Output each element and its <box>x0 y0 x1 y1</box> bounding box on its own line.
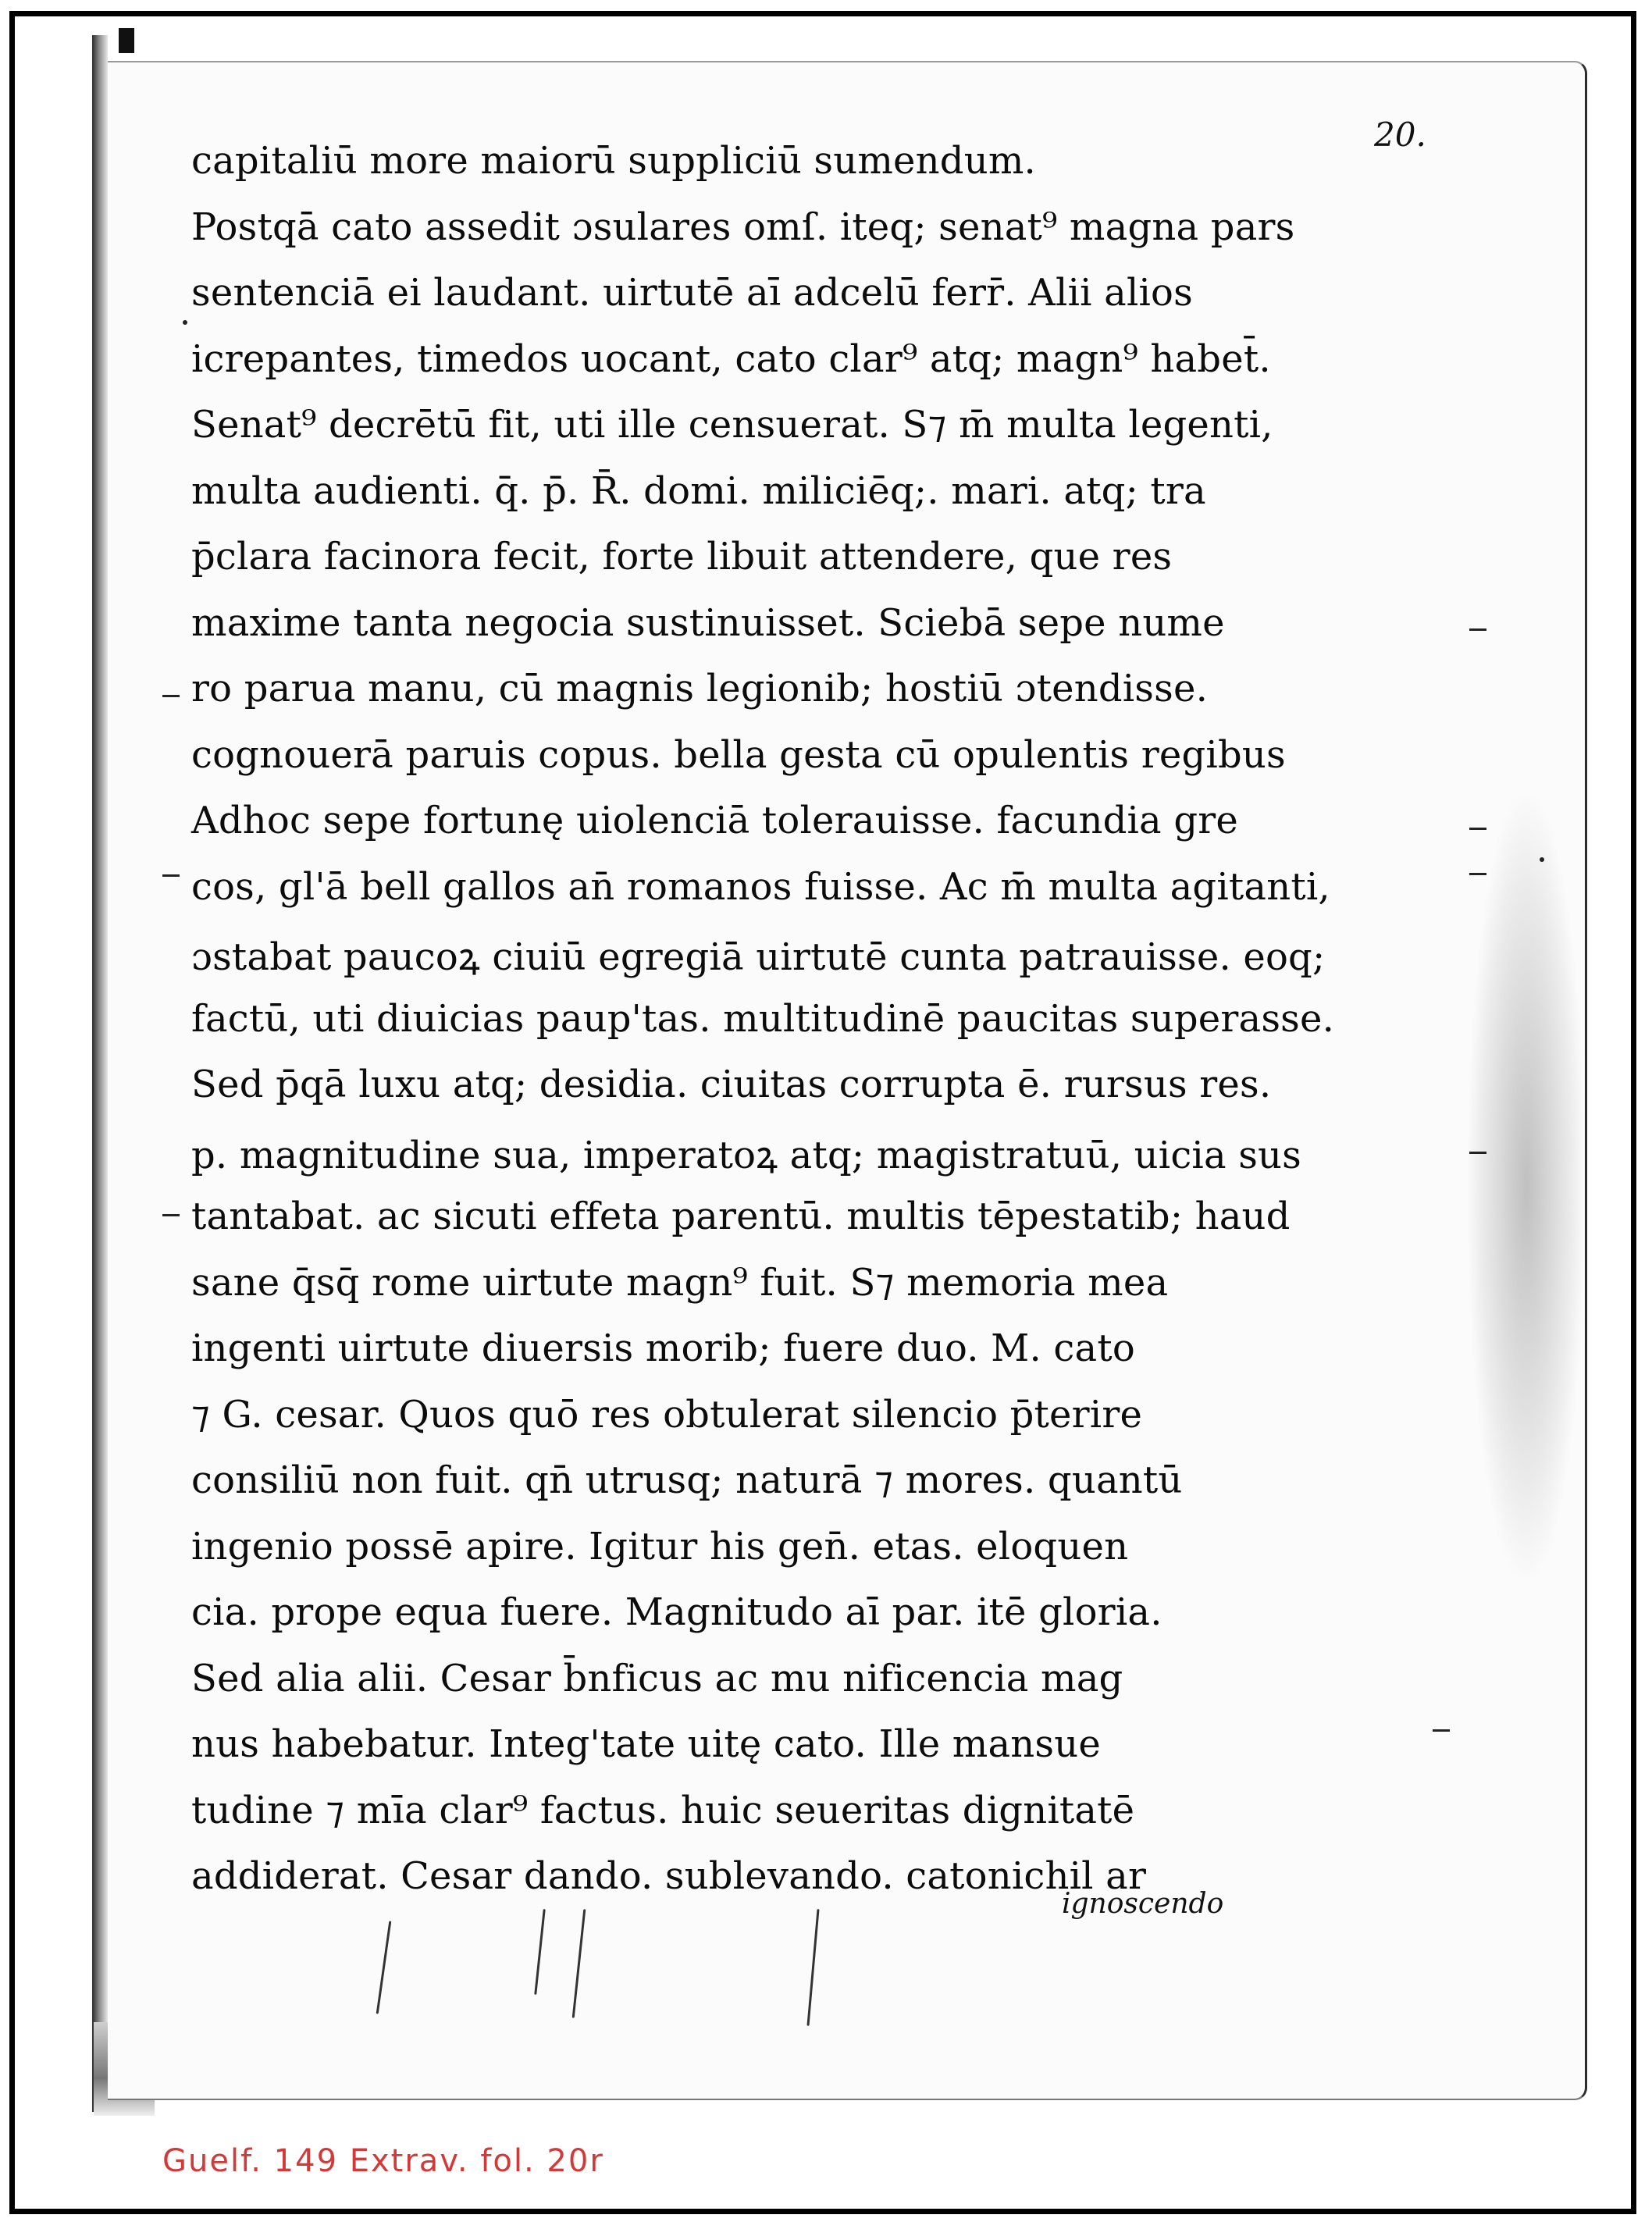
text-line: ingenio possē apire. Igitur his gen̄. etas. eloquen <box>191 1524 1129 1568</box>
text-line: cos, gl'ā bell gallos an̄ romanos fuisse. Ac m̄ multa agitanti, <box>191 864 1330 909</box>
text-line: ⁊ G. cesar. Quos quō res obtulerat silencio p̄terire <box>191 1392 1143 1437</box>
margin-dash <box>1469 873 1486 875</box>
margin-dash <box>1469 1152 1486 1154</box>
margin-dot <box>183 320 187 325</box>
text-line: cia. prope equa fuere. Magnitudo aī par. itē gloria. <box>191 1590 1162 1634</box>
text-line: maxime tanta negocia sustinuisset. Sciebā sepe nume <box>191 600 1225 645</box>
text-line: sentenciā ei laudant. uirtutē aī adcelū ferr̄. Alii alios <box>191 271 1193 315</box>
tab-mark <box>119 28 134 53</box>
text-line: ingenti uirtute diuersis morib; fuere duo. M. cato <box>191 1326 1135 1370</box>
text-line: icrepantes, timedos uocant, cato clar⁹ atq; magn⁹ habet̄. <box>191 336 1271 381</box>
text-line: ɔstabat paucoꝝ ciuiū egregiā uirtutē cunta patrauisse. eoq; <box>191 935 1326 979</box>
text-line: addiderat. Cesar dando. sublevando. catonichil ar <box>191 1854 1147 1898</box>
margin-dash <box>162 695 180 697</box>
text-line: multa audienti. q̄. p̄. R̄. domi. miliciēq;. mari. atq; tra <box>191 468 1206 513</box>
margin-dot <box>1540 857 1544 862</box>
margin-dash <box>162 1214 180 1216</box>
text-line: Adhoc sepe fortunę uiolenciā tolerauisse. facundia gre <box>191 799 1238 842</box>
text-line: consiliū non fuit. qn̄ utrusq; naturā ⁊ mores. quantū <box>191 1458 1183 1502</box>
text-line: tudine ⁊ mīa clar⁹ factus. huic seueritas dignitatē <box>191 1788 1135 1832</box>
text-line: p̄clara facinora fecit, forte libuit attendere, que res <box>191 535 1173 579</box>
text-line: sane q̄sq̄ rome uirtute magn⁹ fuit. S⁊ memoria mea <box>191 1260 1169 1305</box>
text-line: nus habebatur. Integ'tate uitę cato. Ille mansue <box>191 1722 1101 1766</box>
text-line: Sed p̄qā luxu atq; desidia. ciuitas corrupta ē. rursus res. <box>191 1063 1272 1106</box>
binding-edge <box>92 35 108 2112</box>
text-line: p. magnitudine sua, imperatoꝝ atq; magistratuū, uicia sus <box>191 1133 1302 1177</box>
margin-dash <box>1433 1729 1450 1732</box>
text-line: cognouerā paruis copus. bella gesta cū opulentis regibus <box>191 732 1286 777</box>
text-line: Sed alia alii. Cesar b̄nficus ac mu nificencia mag <box>191 1656 1123 1700</box>
margin-dash <box>1469 828 1486 830</box>
margin-dash <box>1469 628 1486 631</box>
water-stain <box>1468 796 1585 1577</box>
folio-number: 20. <box>1374 116 1426 154</box>
text-line: tantabat. ac sicuti effeta parentū. multis tēpestatib; haud <box>191 1195 1291 1238</box>
text-line: factū, uti diuicias paup'tas. multitudinē paucitas superasse. <box>191 996 1335 1041</box>
shelfmark-annotation: Guelf. 149 Extrav. fol. 20r <box>162 2143 604 2179</box>
text-line: ro parua manu, cū magnis legionib; hostiū ɔtendisse. <box>191 667 1209 710</box>
text-line: capitaliū more maiorū suppliciū sumendum. <box>191 139 1036 183</box>
text-line: Senat⁹ decrētū fit, uti ille censuerat. S⁊ m̄ multa legenti, <box>191 403 1273 447</box>
margin-dash <box>162 874 180 877</box>
text-line: Postqā cato assedit ɔsulares omſ. iteq; senat⁹ magna pars <box>191 205 1295 249</box>
marginal-gloss: ignoscendo <box>1062 1888 1224 1920</box>
